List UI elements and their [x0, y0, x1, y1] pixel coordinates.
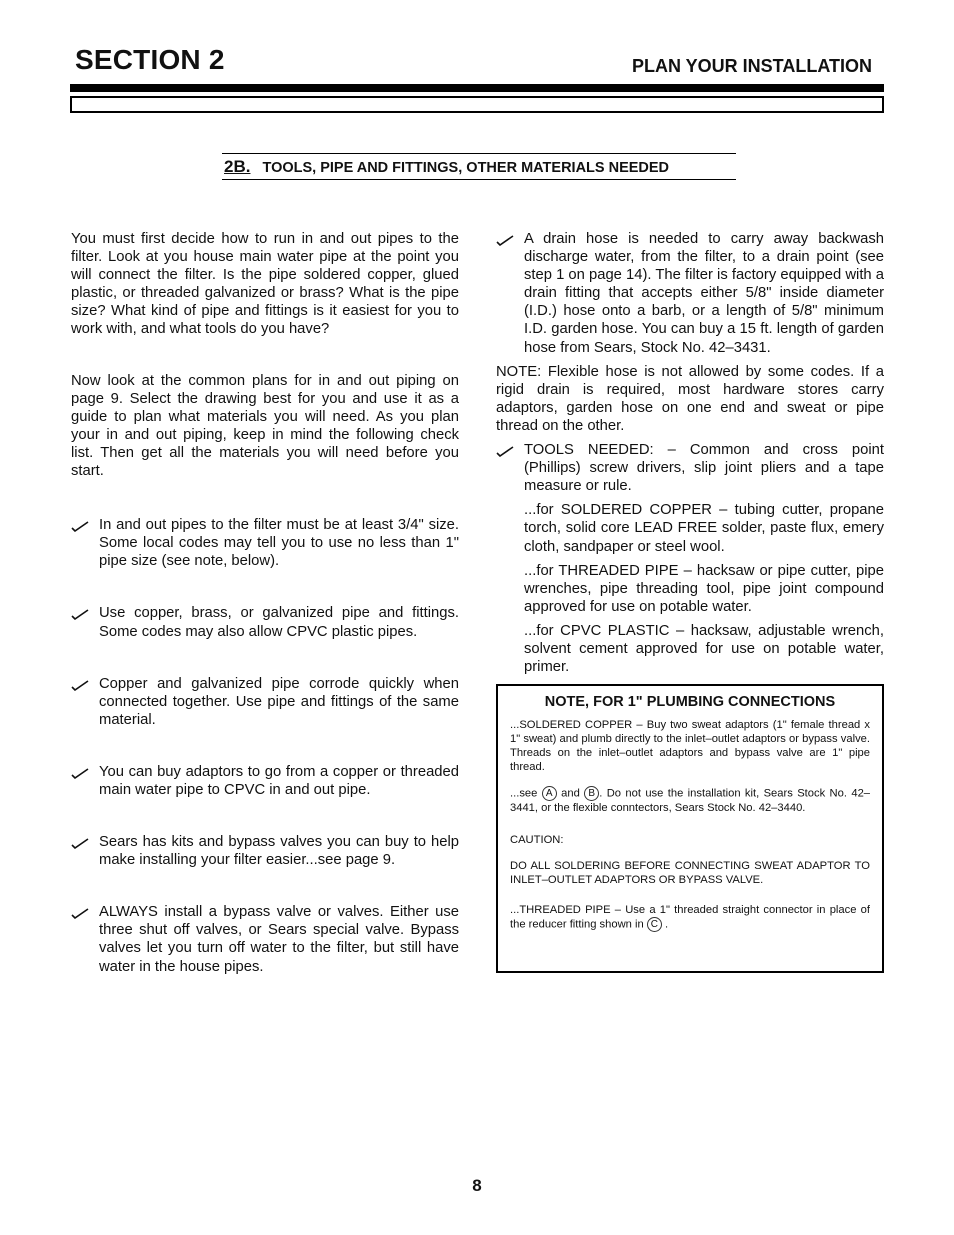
- caution-text: DO ALL SOLDERING BEFORE CONNECTING SWEAT ADAPTOR TO INLET–OUTLET ADAPTORS OR BYPASS VALVE.: [510, 860, 870, 886]
- note-box-body: [498, 718, 882, 932]
- section-title: SECTION 2: [75, 44, 225, 75]
- checklist-item: ALWAYS install a bypass valve or valves. Either use three shut off valves, or Sears special valve. Bypass valves let you turn off water to the filter, but still have water in the house pipes.: [71, 903, 459, 975]
- checkmark-icon: [71, 679, 89, 691]
- section-subtitle: PLAN YOUR INSTALLATION: [632, 56, 872, 76]
- header-box-rule: [70, 96, 884, 113]
- tools-soldered-copper: ...for SOLDERED COPPER – tubing cutter, propane torch, solid core LEAD FREE solder, paste flux, emery cloth, sandpaper or steel wool.: [524, 502, 884, 555]
- checklist-item-drain: A drain hose is needed to carry away backwash discharge water, from the filter, to a drain point (see step 1 on page 14). The filter is factory equipped with a drain fitting that accepts either 5/8" inside diameter (I.D.) hose onto a barb, or a length of 5/8" minimum I.D. garden hose. You can buy a 15 ft. length of garden hose from Sears, Stock No. 42–3431.: [496, 230, 884, 357]
- note-soldered: ...SOLDERED COPPER – Buy two sweat adaptors (1" female thread x 1" sweat) and plumb directly to the inlet–outlet adaptors or bypass valve. Threads on the inlet–outlet adaptors and bypass valve are 1" pipe thread.: [510, 719, 870, 773]
- tools-cpvc-plastic: ...for CPVC PLASTIC – hacksaw, adjustable wrench, solvent cement approved for use on potable water, primer.: [524, 622, 884, 676]
- tools-threaded-pipe: ...for THREADED PIPE – hacksaw or pipe cutter, pipe wrenches, pipe threading tool, pipe joint compound approved for use on potable water.: [524, 562, 884, 615]
- note-see: ...see A and B . Do not use the installation kit, Sears Stock No. 42–3441, or the flexible conntectors, Sears Stock No. 42–3440.: [510, 787, 871, 814]
- checklist-item: You can buy adaptors to go from a copper or threaded main water pipe to CPVC in and out pipe.: [71, 763, 459, 799]
- plumbing-note-box: [496, 684, 884, 973]
- checkmark-icon: [71, 837, 89, 849]
- checklist-item: Sears has kits and bypass valves you can buy to help make installing your filter easier...see page 9.: [71, 833, 459, 869]
- note-threaded: ...THREADED PIPE – Use a 1" threaded straight connector in place of the reducer fitting shown in C .: [510, 904, 870, 931]
- checklist-item-tools: TOOLS NEEDED: – Common and cross point (Phillips) screw drivers, slip joint pliers and a tape measure or rule.: [496, 441, 884, 495]
- caution-label: CAUTION:: [510, 834, 564, 846]
- checkmark-icon: [71, 767, 89, 779]
- intro-paragraph: Now look at the common plans for in and out piping on page 9. Select the drawing best for you and use it as a guide to plan what materials you will need. As you plan your in and out piping, keep in mind the following check list. Then get all the materials you will need before you start.: [71, 372, 459, 480]
- checkmark-icon: [71, 520, 89, 532]
- page-number: 8: [472, 1176, 482, 1195]
- checkmark-icon: [71, 907, 89, 919]
- heading-title: TOOLS, PIPE AND FITTINGS, OTHER MATERIALS NEEDED: [262, 160, 670, 176]
- checklist-item: In and out pipes to the filter must be at least 3/4" size. Some local codes may tell you to use no less than 1" pipe size (see note, below).: [71, 516, 459, 570]
- left-column: [71, 230, 459, 1010]
- circle-a-label: A: [542, 786, 557, 801]
- checkmark-icon: [496, 234, 514, 246]
- drain-note: NOTE: Flexible hose is not allowed by some codes. If a rigid drain is required, most hardware stores carry adaptors, garden hose on one end and sweat or pipe thread on the other.: [496, 363, 884, 434]
- circle-c-label: C: [647, 917, 662, 932]
- intro-paragraph: You must first decide how to run in and out pipes to the filter. Look at you house main water pipe at the point you will connect the filter. Is the pipe soldered copper, glued plastic, or threaded galvanized or brass? What is the pipe size? What kind of pipe and fittings is it easiest for you to work with, and what tools do you have?: [71, 231, 459, 338]
- checklist-item: Copper and galvanized pipe corrode quickly when connected together. Use pipe and fittings of the same material.: [71, 675, 459, 729]
- section-heading: [222, 153, 736, 180]
- checkmark-icon: [71, 608, 89, 620]
- circle-b-label: B: [584, 786, 599, 801]
- note-box-title: NOTE, FOR 1" PLUMBING CONNECTIONS: [544, 694, 836, 710]
- right-column: [496, 230, 884, 682]
- header-rule: [70, 84, 884, 92]
- checkmark-icon: [496, 445, 514, 457]
- checklist-item: Use copper, brass, or galvanized pipe and fittings. Some codes may also allow CPVC plastic pipes.: [71, 604, 459, 640]
- heading-number: 2B.: [224, 157, 251, 176]
